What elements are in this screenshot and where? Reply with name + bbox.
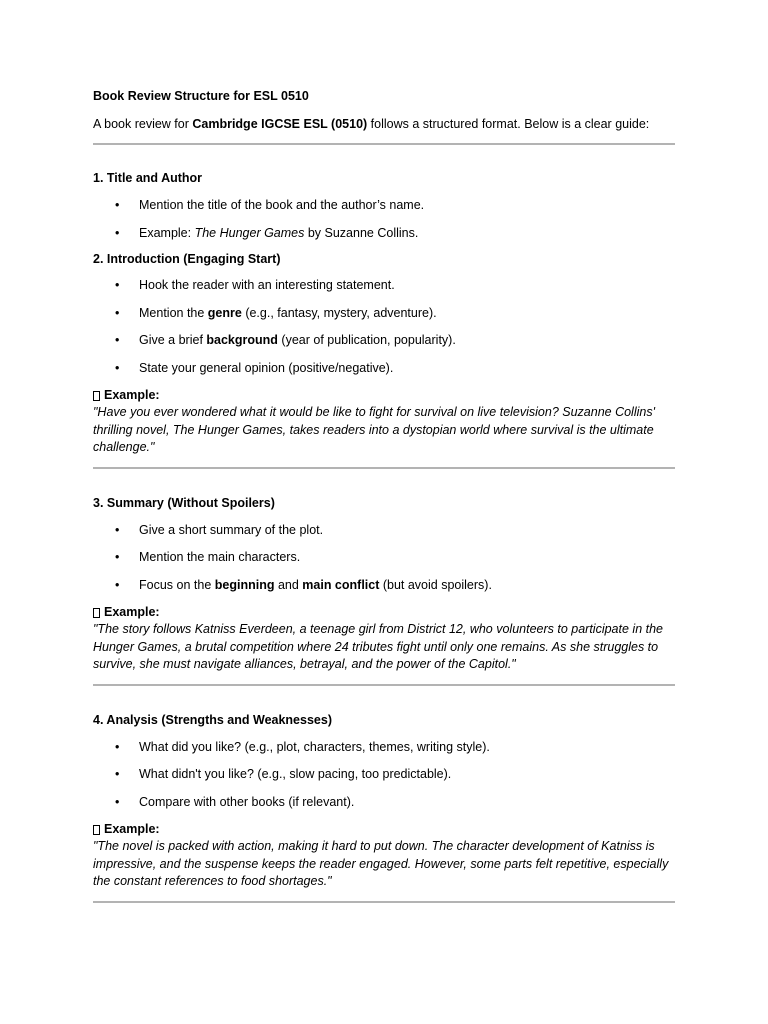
bullet-text: Give a brief bbox=[139, 333, 207, 347]
bullet-item bbox=[93, 225, 675, 242]
bullet-item bbox=[93, 360, 675, 377]
example-quote: "Have you ever wondered what it would be like to fight for survival on live television? Suzanne Collins' thrilling novel, The Hunger Games, takes readers into a dystopian world where survival is the ultimate challenge." bbox=[93, 405, 655, 454]
bullet-text: genre bbox=[207, 305, 242, 320]
intro-text-bold: Cambridge IGCSE ESL (0510) bbox=[192, 117, 368, 131]
bullet-text: and bbox=[274, 577, 303, 592]
bullet-text: State your general opinion (positive/negative). bbox=[139, 360, 394, 375]
bullet-text: Example: bbox=[139, 225, 195, 240]
bullet-text: (year of publication, popularity). bbox=[277, 333, 456, 347]
missing-glyph-icon bbox=[93, 608, 100, 618]
intro-paragraph bbox=[93, 116, 675, 133]
example-label-text: Example: bbox=[104, 605, 160, 619]
section-summary bbox=[93, 495, 675, 674]
divider bbox=[93, 467, 675, 469]
example-label bbox=[93, 604, 675, 621]
bullet-text: Mention the bbox=[139, 305, 208, 320]
bullet-list bbox=[93, 197, 675, 242]
bullet-item bbox=[93, 305, 675, 322]
bullet-text: Hook the reader with an interesting statement. bbox=[139, 278, 395, 292]
section-heading: 1. Title and Author bbox=[93, 171, 203, 185]
section-heading: 4. Analysis (Strengths and Weaknesses) bbox=[93, 712, 332, 727]
bullet-text: beginning bbox=[214, 577, 275, 592]
document-title: Book Review Structure for ESL 0510 bbox=[93, 89, 309, 103]
bullet-list bbox=[93, 522, 675, 594]
bullet-list bbox=[93, 277, 675, 377]
example-label-text: Example: bbox=[104, 822, 160, 836]
intro-text-post: follows a structured format. Below is a clear guide: bbox=[367, 117, 650, 131]
bullet-text: by Suzanne Collins. bbox=[304, 225, 419, 240]
bullet-text: main conflict bbox=[302, 577, 380, 592]
bullet-text: Compare with other books (if relevant). bbox=[139, 794, 355, 809]
divider bbox=[93, 901, 675, 903]
intro-text-pre: A book review for bbox=[93, 117, 193, 131]
bullet-item bbox=[93, 794, 675, 811]
bullet-text: Mention the title of the book and the author’s name. bbox=[139, 198, 425, 212]
bullet-item bbox=[93, 197, 675, 214]
example-label bbox=[93, 821, 675, 838]
bullet-text: What did you like? (e.g., plot, characters, themes, writing style). bbox=[139, 739, 490, 754]
missing-glyph-icon bbox=[93, 825, 100, 835]
bullet-text: background bbox=[206, 333, 278, 347]
example-label-text: Example: bbox=[104, 388, 160, 402]
missing-glyph-icon bbox=[93, 391, 100, 401]
example-quote: "The novel is packed with action, making it hard to put down. The character development of Katniss is impressive, and the suspense keeps the reader engaged. However, some parts felt repetitive, especially the constant references to food shortages." bbox=[93, 839, 669, 888]
section-heading: 3. Summary (Without Spoilers) bbox=[93, 495, 275, 510]
divider bbox=[93, 143, 675, 145]
bullet-text: (e.g., fantasy, mystery, adventure). bbox=[241, 305, 437, 320]
example-label bbox=[93, 387, 675, 404]
bullet-item bbox=[93, 739, 675, 756]
bullet-item bbox=[93, 766, 675, 783]
bullet-item bbox=[93, 577, 675, 594]
section-introduction bbox=[93, 251, 675, 457]
bullet-list bbox=[93, 739, 675, 811]
document-content bbox=[93, 88, 675, 903]
bullet-text: Mention the main characters. bbox=[139, 550, 301, 564]
bullet-text: Focus on the bbox=[139, 577, 215, 592]
example-quote: "The story follows Katniss Everdeen, a teenage girl from District 12, who volunteers to participate in the Hunger Games, a brutal competition where 24 tributes fight until only one remains. As she struggles to survive, she must navigate alliances, betrayal, and the power of the Capitol." bbox=[93, 622, 663, 671]
bullet-text: Give a short summary of the plot. bbox=[139, 522, 324, 537]
bullet-item bbox=[93, 332, 675, 349]
bullet-text: What didn't you like? (e.g., slow pacing, too predictable). bbox=[139, 767, 452, 781]
bullet-text: The Hunger Games bbox=[194, 225, 305, 240]
bullet-item bbox=[93, 277, 675, 294]
bullet-item bbox=[93, 549, 675, 566]
bullet-text: (but avoid spoilers). bbox=[379, 577, 492, 592]
bullet-item bbox=[93, 522, 675, 539]
section-title-and-author bbox=[93, 170, 675, 242]
section-heading: 2. Introduction (Engaging Start) bbox=[93, 252, 281, 266]
section-analysis bbox=[93, 712, 675, 891]
divider bbox=[93, 684, 675, 686]
